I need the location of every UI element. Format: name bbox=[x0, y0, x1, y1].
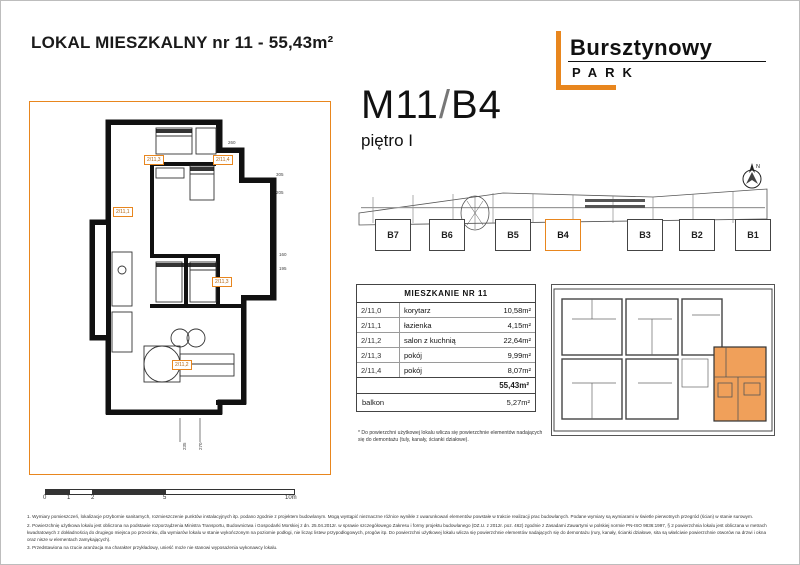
legal-note-3: 3. Przedstawiona na rzucie aranżacja ma charakter przykładowy, unieść może nie stanowi wyposażenia wykonawcy lokalu. bbox=[27, 545, 278, 551]
scale-bar bbox=[45, 489, 315, 503]
unit-code-building: B4 bbox=[450, 83, 502, 127]
dim-205: 205 bbox=[276, 190, 284, 195]
table-row bbox=[357, 303, 535, 318]
unit-floor-label: piętro I bbox=[361, 131, 413, 150]
floor-key-plan-drawing bbox=[552, 285, 774, 435]
rooms-table-total: 55,43m² bbox=[357, 377, 535, 393]
site-plan bbox=[353, 179, 771, 251]
row-id: 2/11,0 bbox=[357, 303, 400, 318]
apartment-plan bbox=[29, 101, 331, 475]
row-id: 2/11,4 bbox=[357, 363, 400, 378]
row-id: 2/11,1 bbox=[357, 318, 400, 333]
dim-160: 160 bbox=[279, 252, 287, 257]
balcony-label: balkon bbox=[362, 398, 385, 407]
svg-text:N: N bbox=[756, 164, 760, 170]
page-title bbox=[31, 33, 333, 53]
page-title-prefix: LOKAL MIESZKALNY nr 11 - bbox=[31, 33, 269, 52]
balcony-area: 5,27m² bbox=[506, 398, 530, 407]
legal-notes bbox=[27, 513, 775, 553]
row-name: korytarz bbox=[400, 303, 480, 318]
site-building-b1[interactable]: B1 bbox=[735, 219, 771, 251]
dim-260: 260 bbox=[228, 140, 236, 145]
row-area: 8,07m² bbox=[507, 365, 531, 375]
unit-code bbox=[361, 83, 502, 128]
row-name: pokój bbox=[400, 348, 480, 363]
dim-305: 305 bbox=[276, 172, 284, 177]
table-row bbox=[357, 318, 535, 333]
room-label-2-11-1: 2/11,1 bbox=[113, 207, 133, 217]
logo-line2: PARK bbox=[572, 65, 640, 80]
scale-tick-5: 5 bbox=[163, 495, 167, 501]
row-id: 2/11,2 bbox=[357, 333, 400, 348]
site-building-b3[interactable]: B3 bbox=[627, 219, 663, 251]
row-area: 9,99m² bbox=[479, 348, 535, 363]
row-name: pokój bbox=[404, 365, 422, 375]
unit-code-separator: / bbox=[438, 83, 451, 127]
dim-235: 235 bbox=[182, 442, 187, 450]
logo-bar-horizontal bbox=[556, 85, 616, 90]
room-label-2-11-3b: 2/11,3 bbox=[212, 277, 232, 287]
row-id: 2/11,3 bbox=[357, 348, 400, 363]
unit-code-flat: M11 bbox=[361, 83, 439, 127]
legal-note-1: 1. Wymiary pomieszczeń, lokalizacje przybornie sanitarnych, rozmieszczenie punktów instalacyjnych itp. podano zgodnie z projektem budowlanym. Mogą wystąpić nieznaczne różnice wynikłe z uwarunkowań elementów powstałe w trakcie realizacji prac budowlanych. Podane wymiary są wymiarami w świetle pierwotnych przegród (ścian) w stanie surowym. bbox=[27, 514, 754, 519]
rooms-table-header: MIESZKANIE NR 11 bbox=[357, 285, 535, 303]
dim-270: 270 bbox=[198, 442, 203, 450]
logo-bar-vertical bbox=[556, 31, 561, 85]
row-name: łazienka bbox=[400, 318, 480, 333]
scale-tick-0: 0 bbox=[43, 495, 47, 501]
rooms-table-body bbox=[357, 303, 535, 377]
scale-tick-2: 2 bbox=[91, 495, 95, 501]
room-label-2-11-3a: 2/11,3 bbox=[144, 155, 164, 165]
table-row bbox=[357, 363, 535, 378]
logo-rule bbox=[568, 61, 766, 62]
site-building-b7[interactable]: B7 bbox=[375, 219, 411, 251]
room-label-2-11-4: 2/11,4 bbox=[213, 155, 233, 165]
rooms-table bbox=[356, 284, 536, 412]
site-building-b4[interactable]: B4 bbox=[545, 219, 581, 251]
logo-line1: Bursztynowy bbox=[570, 35, 713, 60]
highlighted-unit bbox=[714, 347, 766, 421]
scale-tick-10: 10m bbox=[285, 495, 297, 501]
floor-key-plan bbox=[551, 284, 775, 436]
row-name: salon z kuchnią bbox=[400, 333, 480, 348]
brand-logo bbox=[556, 29, 771, 91]
legal-note-2: 2. Powierzchnię użytkowa lokalu jest obliczona na podstawie rozporządzenia Ministra Transportu, Budownictwa i Gospodarki Morskiej z dn. 25.04.2012r. w sprawie szczegółowego Zakresu i formy projektu budowlanego (DZ.U. z 2012r. poz. 462) zgodnie z Zasadami Zawartymi w polskiej normie PN-ISO 9836:1997, § 2 powierzchnia lokalu jest obliczana w metrach kwadratowych z dokładnością do drugiego miejsca po przecinku, dla wymiarów lokalu w stanie wykończonym na poziomie podłogi, nie licząc listew przypodłogowych, progów itp. Do powierzchni użytkowej lokalu wlicza się powierzchnie elementów nadających się do demontażu (rury, kanały, ścianki działowe, sita są właściwie powierzchnie otworów na drzwi i okna oraz nisze w elementach zamykających). bbox=[27, 522, 767, 542]
row-area: 10,58m² bbox=[479, 303, 535, 318]
row-area: 4,15m² bbox=[479, 318, 535, 333]
table-row bbox=[357, 348, 535, 363]
site-building-b2[interactable]: B2 bbox=[679, 219, 715, 251]
room-label-2-11-2: 2/11,2 bbox=[172, 360, 192, 370]
apartment-plan-drawing bbox=[30, 102, 330, 474]
scale-tick-1: 1 bbox=[67, 495, 71, 501]
dim-195: 195 bbox=[279, 266, 287, 271]
row-area: 22,64m² bbox=[479, 333, 535, 348]
site-building-b5[interactable]: B5 bbox=[495, 219, 531, 251]
site-building-b6[interactable]: B6 bbox=[429, 219, 465, 251]
table-footnote: * Do powierzchni użytkowej lokalu wlicza się powierzchnie elementów nadających się do demontażu (tuly, kanały, ścianki działowe). bbox=[358, 430, 543, 444]
balcony-row bbox=[357, 393, 535, 411]
table-row bbox=[357, 333, 535, 348]
page-title-area: 55,43m² bbox=[268, 33, 334, 52]
